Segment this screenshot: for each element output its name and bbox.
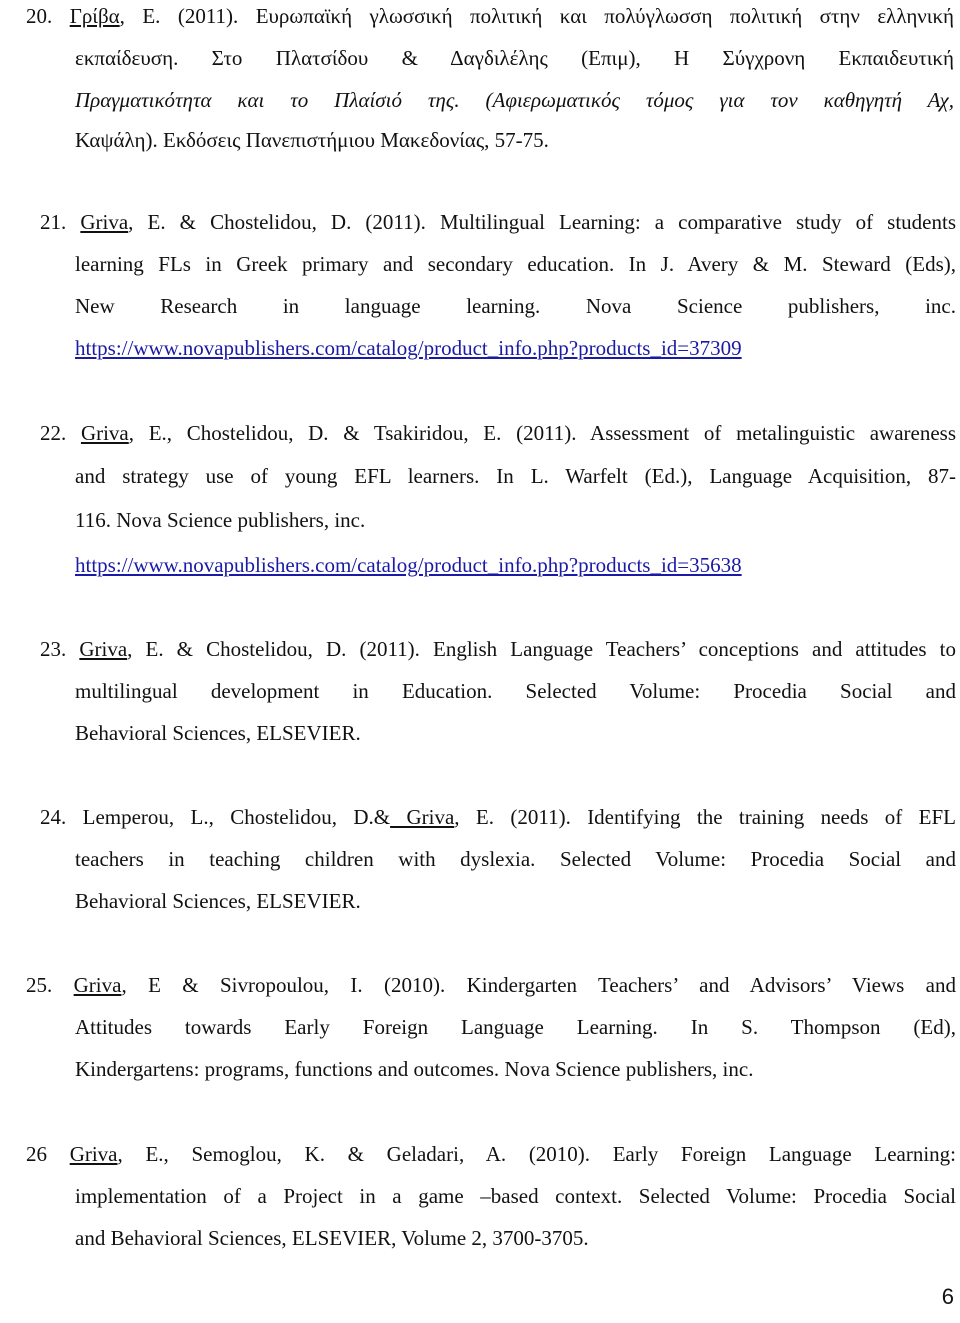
ref-text: , E & Sivropoulou, I. (2010). Kindergarten Teachers’ and Advisors’ Views and: [121, 973, 957, 997]
ref-20-line-4: Καψάλη). Εκδόσεις Πανεπιστήμιου Μακεδονίας, 57-75.: [75, 128, 549, 152]
ref-text: , E., Semoglou, K. & Geladari, A. (2010). Early Foreign Language Learning:: [117, 1142, 956, 1166]
ref-25-line-2: Attitudes towards Early Foreign Language Learning. In S. Thompson (Ed),: [75, 1015, 956, 1039]
ref-24-line-3: Behavioral Sciences, ELSEVIER.: [75, 889, 361, 913]
ref-24-line-1: [40, 805, 956, 830]
ref-21-line-2: learning FLs in Greek primary and secondary education. In J. Avery & M. Steward (Eds),: [75, 252, 956, 276]
ref-number: 24.: [40, 805, 67, 829]
author-link[interactable]: Griva: [80, 421, 129, 445]
author-link[interactable]: Griva: [69, 1142, 118, 1166]
author-link[interactable]: Griva: [73, 973, 122, 997]
ref-number: 26: [26, 1142, 47, 1166]
ref-text: , E. (2011). Identifying the training needs of EFL: [454, 805, 956, 829]
ref-22-line-3: 116. Nova Science publishers, inc.: [75, 508, 366, 532]
ref-text: , Ε. (2011). Ευρωπαϊκή γλωσσική πολιτική και πολύγλωσση πολιτική στην ελληνική: [119, 4, 955, 28]
ref-21-line-1: [40, 210, 956, 235]
ref-number: 25.: [26, 973, 53, 997]
ref-21-url-link[interactable]: https://www.novapublishers.com/catalog/product_info.php?products_id=37309: [75, 336, 742, 360]
ref-20-line-1: [26, 4, 954, 29]
ref-26-line-3: and Behavioral Sciences, ELSEVIER, Volume 2, 3700-3705.: [75, 1226, 589, 1250]
ref-text: Lemperou, L., Chostelidou, D.&: [66, 805, 391, 829]
ref-number: 23.: [40, 637, 67, 661]
ref-25-line-1: [26, 973, 956, 998]
author-link[interactable]: Griva: [80, 210, 129, 234]
ref-text: , E. & Chostelidou, D. (2011). Multilingual Learning: a comparative study of students: [128, 210, 957, 234]
page-number: 6: [941, 1284, 954, 1309]
ref-24-line-2: teachers in teaching children with dyslexia. Selected Volume: Procedia Social and: [75, 847, 956, 871]
ref-22-line-1: [40, 421, 956, 446]
ref-23-line-2: multilingual development in Education. Selected Volume: Procedia Social and: [75, 679, 956, 703]
ref-text: , E. & Chostelidou, D. (2011). English Language Teachers’ conceptions and attitudes to: [127, 637, 956, 661]
ref-21-line-3: New Research in language learning. Nova Science publishers, inc.: [75, 294, 956, 318]
ref-25-line-3: Kindergartens: programs, functions and outcomes. Nova Science publishers, inc.: [75, 1057, 754, 1081]
ref-number: 22.: [40, 421, 67, 445]
ref-23-line-1: [40, 637, 956, 662]
author-link[interactable]: Griva: [390, 805, 455, 829]
ref-20-line-3: Πραγματικότητα και το Πλαίσιό της. (Αφιερωματικός τόμος για τον καθηγητή Αχ,: [75, 88, 954, 112]
author-link[interactable]: Γρίβα: [69, 4, 120, 28]
ref-26-line-1: [26, 1142, 956, 1167]
ref-number: 21.: [40, 210, 67, 234]
ref-23-line-3: Behavioral Sciences, ELSEVIER.: [75, 721, 361, 745]
ref-20-line-2: εκπαίδευση. Στο Πλατσίδου & Δαγδιλέλης (Επιμ), Η Σύγχρονη Εκπαιδευτική: [75, 46, 954, 70]
ref-22-url-link[interactable]: https://www.novapublishers.com/catalog/product_info.php?products_id=35638: [75, 553, 742, 577]
ref-22-line-2: and strategy use of young EFL learners. In L. Warfelt (Ed.), Language Acquisition, 87-: [75, 464, 956, 488]
author-link[interactable]: Griva: [79, 637, 128, 661]
ref-text: , E., Chostelidou, D. & Tsakiridou, E. (2011). Assessment of metalinguistic awareness: [128, 421, 957, 445]
ref-26-line-2: implementation of a Project in a game –based context. Selected Volume: Procedia Social: [75, 1184, 956, 1208]
ref-number: 20.: [26, 4, 53, 28]
